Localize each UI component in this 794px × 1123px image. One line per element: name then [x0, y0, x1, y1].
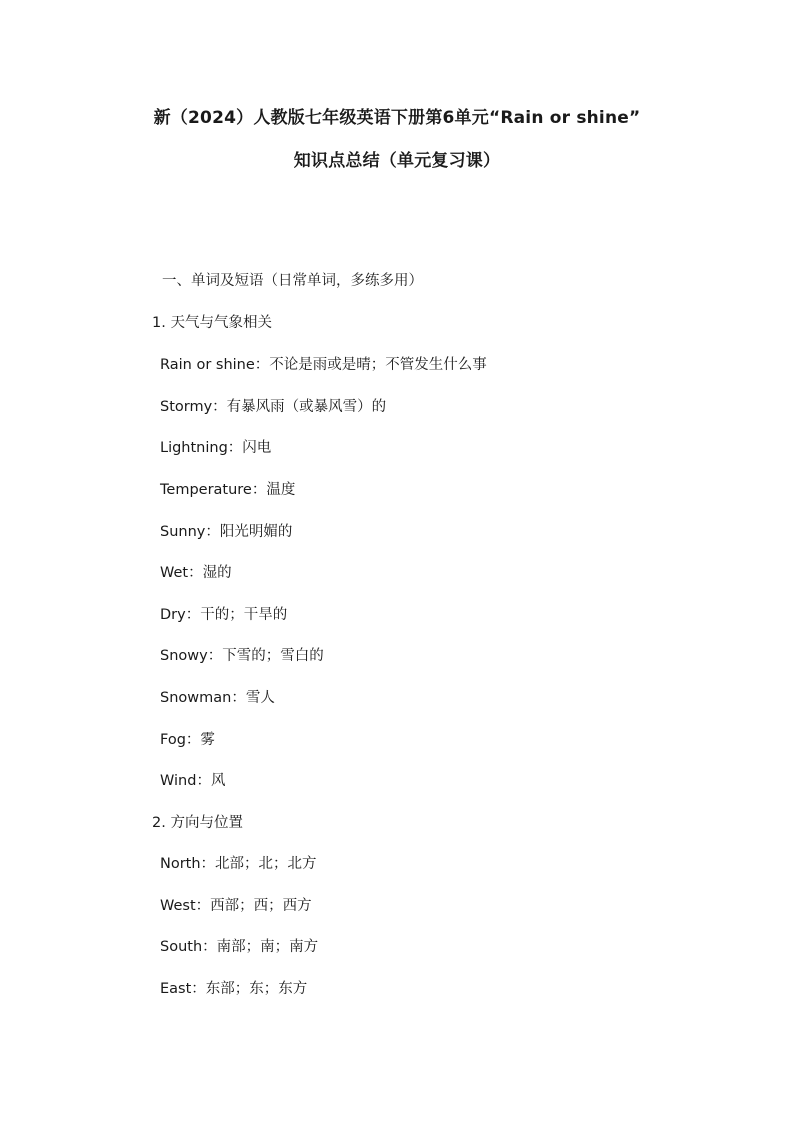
vocab-entry: Wet：湿的: [160, 565, 232, 581]
document-title-line-1: 新（2024）人教版七年级英语下册第6单元“Rain or shine”: [153, 108, 641, 128]
vocab-entry: Sunny：阳光明媚的: [160, 524, 293, 540]
vocab-entry: Temperature：温度: [160, 482, 296, 498]
vocab-entry: Dry：干的；干旱的: [160, 607, 288, 623]
vocab-entry: Lightning：闪电: [160, 440, 272, 456]
section-heading: 一、单词及短语（日常单词，多练多用）: [162, 273, 423, 289]
group-heading-weather: 1. 天气与气象相关: [152, 315, 272, 331]
vocab-entry: South：南部；南；南方: [160, 939, 319, 955]
vocab-entry: Wind：风: [160, 773, 226, 789]
vocab-entry: Stormy：有暴风雨（或暴风雪）的: [160, 399, 387, 415]
vocab-entry: East：东部；东；东方: [160, 981, 308, 997]
vocab-entry: North：北部；北；北方: [160, 856, 317, 872]
vocab-entry: Snowman：雪人: [160, 690, 275, 706]
vocab-entry: Fog：雾: [160, 732, 215, 748]
group-heading-directions: 2. 方向与位置: [152, 815, 243, 831]
vocab-entry: Rain or shine：不论是雨或是晴；不管发生什么事: [160, 357, 487, 373]
document-title-line-2: 知识点总结（单元复习课）: [293, 151, 501, 171]
vocab-entry: Snowy：下雪的；雪白的: [160, 648, 324, 664]
vocab-entry: West：西部；西；西方: [160, 898, 312, 914]
